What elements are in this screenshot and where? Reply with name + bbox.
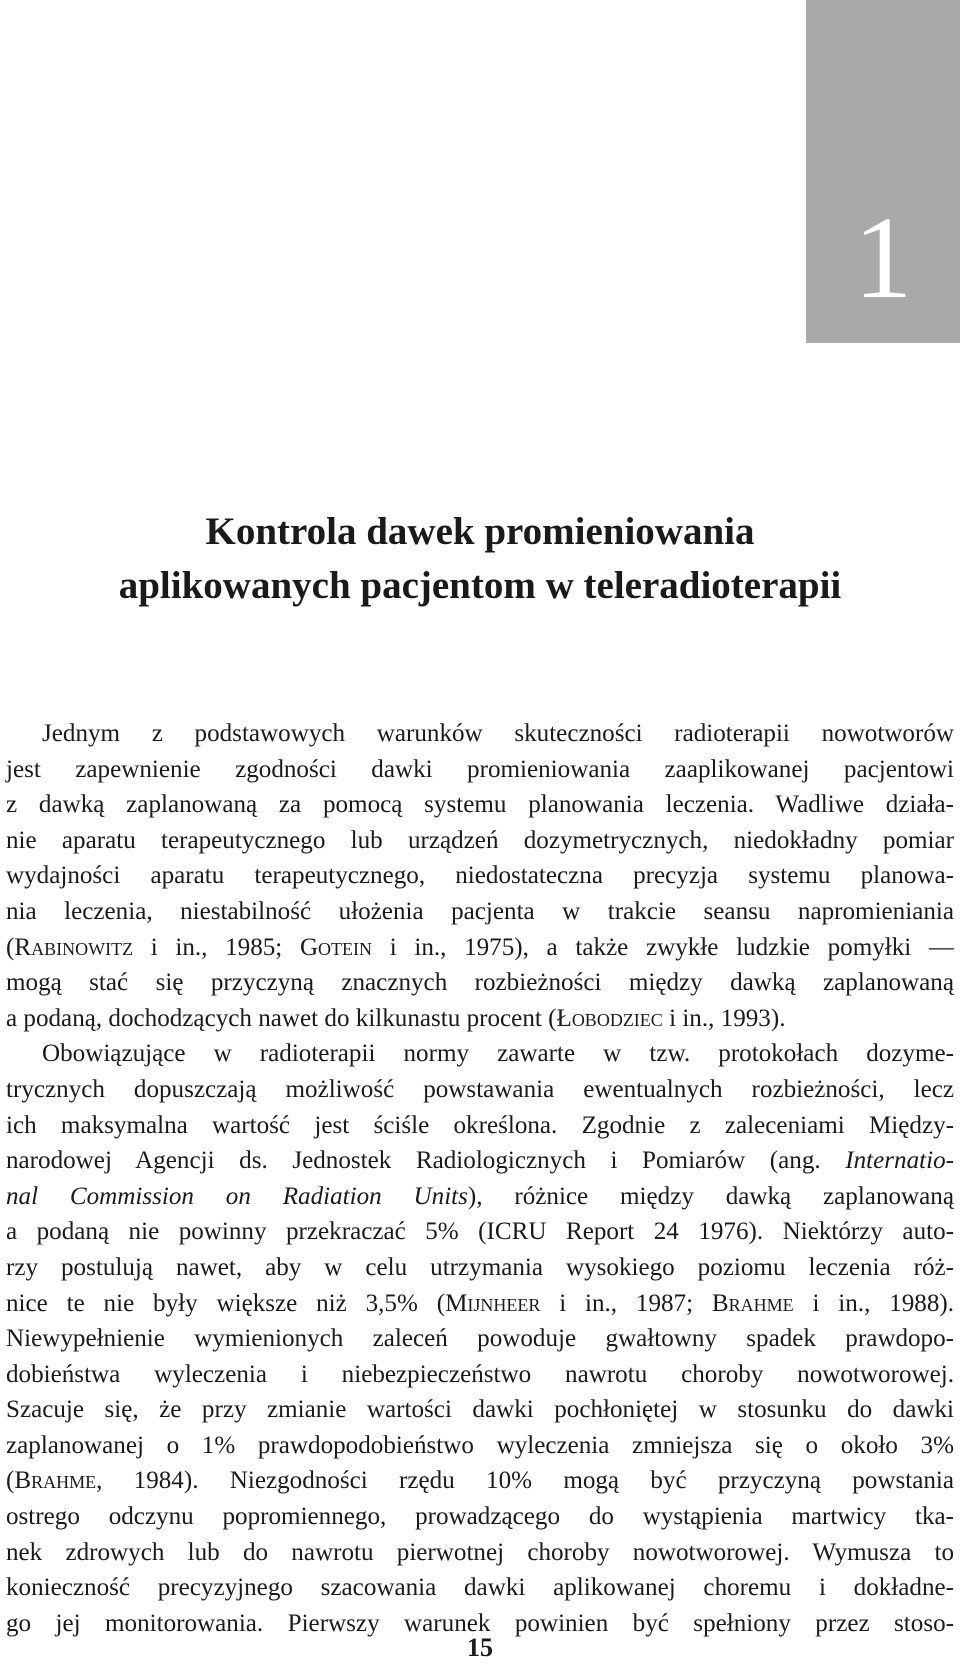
citation-author: Łobodziec bbox=[556, 1004, 663, 1032]
text-line-26: go jej monitorowania. Pierwszy warunek powinien być spełniony przez stoso- bbox=[6, 1609, 954, 1637]
chapter-number: 1 bbox=[853, 192, 913, 323]
italic-term: Internatio- bbox=[845, 1147, 954, 1175]
text-line-17: nice te nie były większe niż 3,5% (Mijnheer i in., 1987; Brahme i in., 1988). bbox=[6, 1289, 954, 1317]
chapter-title-line-2: aplikowanych pacjentom w teleradioterapii bbox=[118, 564, 842, 607]
italic-term: nal Commission on Radiation Units bbox=[6, 1182, 468, 1210]
citation-author: Brahme bbox=[14, 1467, 97, 1495]
text-line-18: Niewypełnienie wymienionych zaleceń powoduje gwałtowny spadek prawdopo- bbox=[6, 1325, 954, 1353]
text-line-12: ich maksymalna wartość jest ściśle określona. Zgodnie z zaleceniami Między- bbox=[6, 1111, 954, 1139]
text-line-11: trycznych dopuszczają możliwość powstawania ewentualnych rozbieżności, lecz bbox=[6, 1075, 954, 1103]
text-line-19: dobieństwa wyleczenia i niebezpieczeństwo nawrotu choroby nowotworowej. bbox=[6, 1360, 954, 1388]
text-line-22: (Brahme, 1984). Niezgodności rzędu 10% mogą być przyczyną powstania bbox=[6, 1467, 954, 1495]
text-line-10: Obowiązujące w radioterapii normy zawarte w tzw. protokołach dozyme- bbox=[42, 1040, 954, 1068]
citation-author: Brahme bbox=[711, 1289, 794, 1317]
text-line-3: z dawką zaplanowaną za pomocą systemu planowania leczenia. Wadliwe działa- bbox=[6, 791, 954, 819]
text-line-1: Jednym z podstawowych warunków skuteczności radioterapii nowotworów bbox=[42, 720, 954, 747]
text-line-16: rzy postulują nawet, aby w celu utrzymania wysokiego poziomu leczenia róż- bbox=[6, 1253, 954, 1281]
body-text bbox=[6, 716, 954, 1641]
citation-author: Gotein bbox=[299, 933, 373, 961]
text-line-20: Szacuje się, że przy zmianie wartości dawki pochłoniętej w stosunku do dawki bbox=[6, 1396, 954, 1424]
citation-author: Rabinowitz bbox=[14, 933, 134, 961]
text-line-21: zaplanowanej o 1% prawdopodobieństwo wyleczenia zmniejsza się o około 3% bbox=[6, 1431, 954, 1459]
text-line-13: narodowej Agencji ds. Jednostek Radiologicznych i Pomiarów (ang. Internatio- bbox=[6, 1147, 954, 1175]
text-line-4: nie aparatu terapeutycznego lub urządzeń dozymetrycznych, niedokładny pomiar bbox=[6, 826, 954, 854]
text-line-7: (Rabinowitz i in., 1985; Gotein i in., 1975), a także zwykłe ludzkie pomyłki — bbox=[6, 933, 955, 961]
text-line-14: nal Commission on Radiation Units), różnice między dawką zaplanowaną bbox=[6, 1182, 954, 1210]
chapter-number-box bbox=[806, 0, 960, 343]
text-line-9: a podaną, dochodzących nawet do kilkunastu procent (Łobodziec i in., 1993). bbox=[6, 1004, 786, 1032]
text-line-8: mogą stać się przyczyną znacznych rozbieżności między dawką zaplanowaną bbox=[6, 969, 954, 997]
text-line-25: konieczność precyzyjnego szacowania dawki aplikowanej choremu i dokładne- bbox=[6, 1574, 954, 1602]
chapter-title-line-1: Kontrola dawek promieniowania bbox=[205, 510, 755, 553]
text-line-5: wydajności aparatu terapeutycznego, niedostateczna precyzja systemu planowa- bbox=[6, 862, 954, 890]
text-line-24: nek zdrowych lub do nawrotu pierwotnej choroby nowotworowej. Wymusza to bbox=[6, 1538, 954, 1566]
text-line-23: ostrego odczynu popromiennego, prowadzącego do wystąpienia martwicy tka- bbox=[6, 1503, 954, 1531]
chapter-title bbox=[0, 505, 960, 613]
citation-author: Mijnheer bbox=[445, 1289, 541, 1317]
text-line-2: jest zapewnienie zgodności dawki promieniowania zaaplikowanej pacjentowi bbox=[6, 755, 954, 783]
page-number: 15 bbox=[467, 1633, 493, 1662]
text-line-6: nia leczenia, niestabilność ułożenia pacjenta w trakcie seansu napromieniania bbox=[6, 897, 954, 925]
text-line-15: a podaną nie powinny przekraczać 5% (ICRU Report 24 1976). Niektórzy auto- bbox=[6, 1218, 954, 1246]
